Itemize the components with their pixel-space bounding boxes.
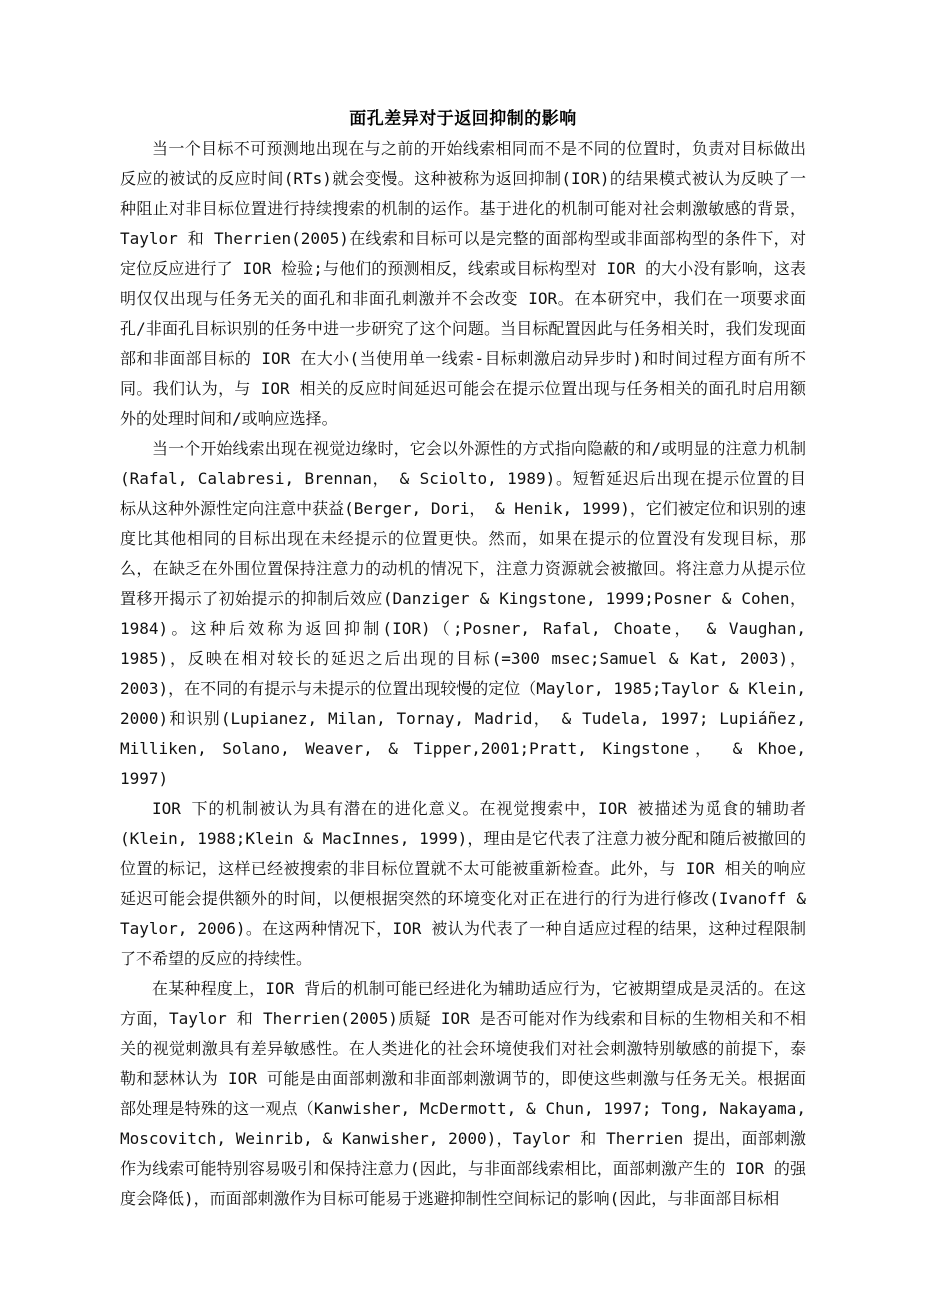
document-body bbox=[120, 134, 806, 1214]
paragraph-evolutionary-significance: IOR 下的机制被认为具有潜在的进化意义。在视觉搜索中，IOR 被描述为觅食的辅助者(Klein, 1988;Klein & MacInnes, 1999)，理由是它代表了注意力被分配和随后被撤回的位置的标记，这样已经被搜索的非目标位置就不太可能被重新检查。此外，与 IOR 相关的响应延迟可能会提供额外的时间，以便根据突然的环境变化对正在进行的行为进行修改(Ivanoff & Taylor, 2006)。在这两种情况下，IOR 被认为代表了一种自适应过程的结果，这种过程限制了不希望的反应的持续性。 bbox=[120, 799, 806, 968]
document-title: 面孔差异对于返回抑制的影响 bbox=[349, 109, 577, 129]
paragraph-face-stimuli: 在某种程度上，IOR 背后的机制可能已经进化为辅助适应行为，它被期望成是灵活的。在这方面，Taylor 和 Therrien(2005)质疑 IOR 是否可能对作为线索和目标的生物相关和不相关的视觉刺激具有差异敏感性。在人类进化的社会环境使我们对社会刺激特别敏感的前提下，泰勒和瑟林认为 IOR 可能是由面部刺激和非面部刺激调节的，即使这些刺激与任务无关。根据面部处理是特殊的这一观点（Kanwisher, McDermott, & Chun, 1997; Tong, Nakayama, Moscovitch, Weinrib, & Kanwisher, 2000)，Taylor 和 Therrien 提出，面部刺激作为线索可能特别容易吸引和保持注意力(因此，与非面部线索相比，面部刺激产生的 IOR 的强度会降低)，而面部刺激作为目标可能易于逃避抑制性空间标记的影响(因此，与非面部目标相 bbox=[120, 979, 806, 1208]
paragraph-ior-intro: 当一个开始线索出现在视觉边缘时，它会以外源性的方式指向隐蔽的和/或明显的注意力机制(Rafal, Calabresi, Brennan， & Sciolto, 1989)。短暂延迟后出现在提示位置的目标从这种外源性定向注意中获益(Berger, Dori， & Henik, 1999)，它们被定位和识别的速度比其他相同的目标出现在未经提示的位置更快。然而，如果在提示的位置没有发现目标，那么，在缺乏在外围位置保持注意力的动机的情况下，注意力资源就会被撤回。将注意力从提示位置移开揭示了初始提示的抑制后效应(Danziger & Kingstone, 1999;Posner & Cohen，1984)。这种后效称为返回抑制(IOR)（;Posner, Rafal, Choate， & Vaughan, 1985)，反映在相对较长的延迟之后出现的目标(=300 msec;Samuel & Kat, 2003)，2003)，在不同的有提示与未提示的位置出现较慢的定位（Maylor, 1985;Taylor & Klein, 2000)和识别(Lupianez, Milan, Tornay, Madrid， & Tudela, 1997; Lupiáñez, Milliken, Solano, Weaver, & Tipper,2001;Pratt, Kingstone， & Khoe, 1997) bbox=[120, 439, 807, 788]
paragraph-abstract: 当一个目标不可预测地出现在与之前的开始线索相同而不是不同的位置时，负责对目标做出反应的被试的反应时间(RTs)就会变慢。这种被称为返回抑制(IOR)的结果模式被认为反映了一种阻止对非目标位置进行持续搜索的机制的运作。基于进化的机制可能对社会刺激敏感的背景，Taylor 和 Therrien(2005)在线索和目标可以是完整的面部构型或非面部构型的条件下，对定位反应进行了 IOR 检验;与他们的预测相反，线索或目标构型对 IOR 的大小没有影响，这表明仅仅出现与任务无关的面孔和非面孔刺激并不会改变 IOR。在本研究中，我们在一项要求面孔/非面孔目标识别的任务中进一步研究了这个问题。当目标配置因此与任务相关时，我们发现面部和非面部目标的 IOR 在大小(当使用单一线索-目标刺激启动异步时)和时间过程方面有所不同。我们认为，与 IOR 相关的反应时间延迟可能会在提示位置出现与任务相关的面孔时启用额外的处理时间和/或响应选择。 bbox=[120, 139, 806, 428]
